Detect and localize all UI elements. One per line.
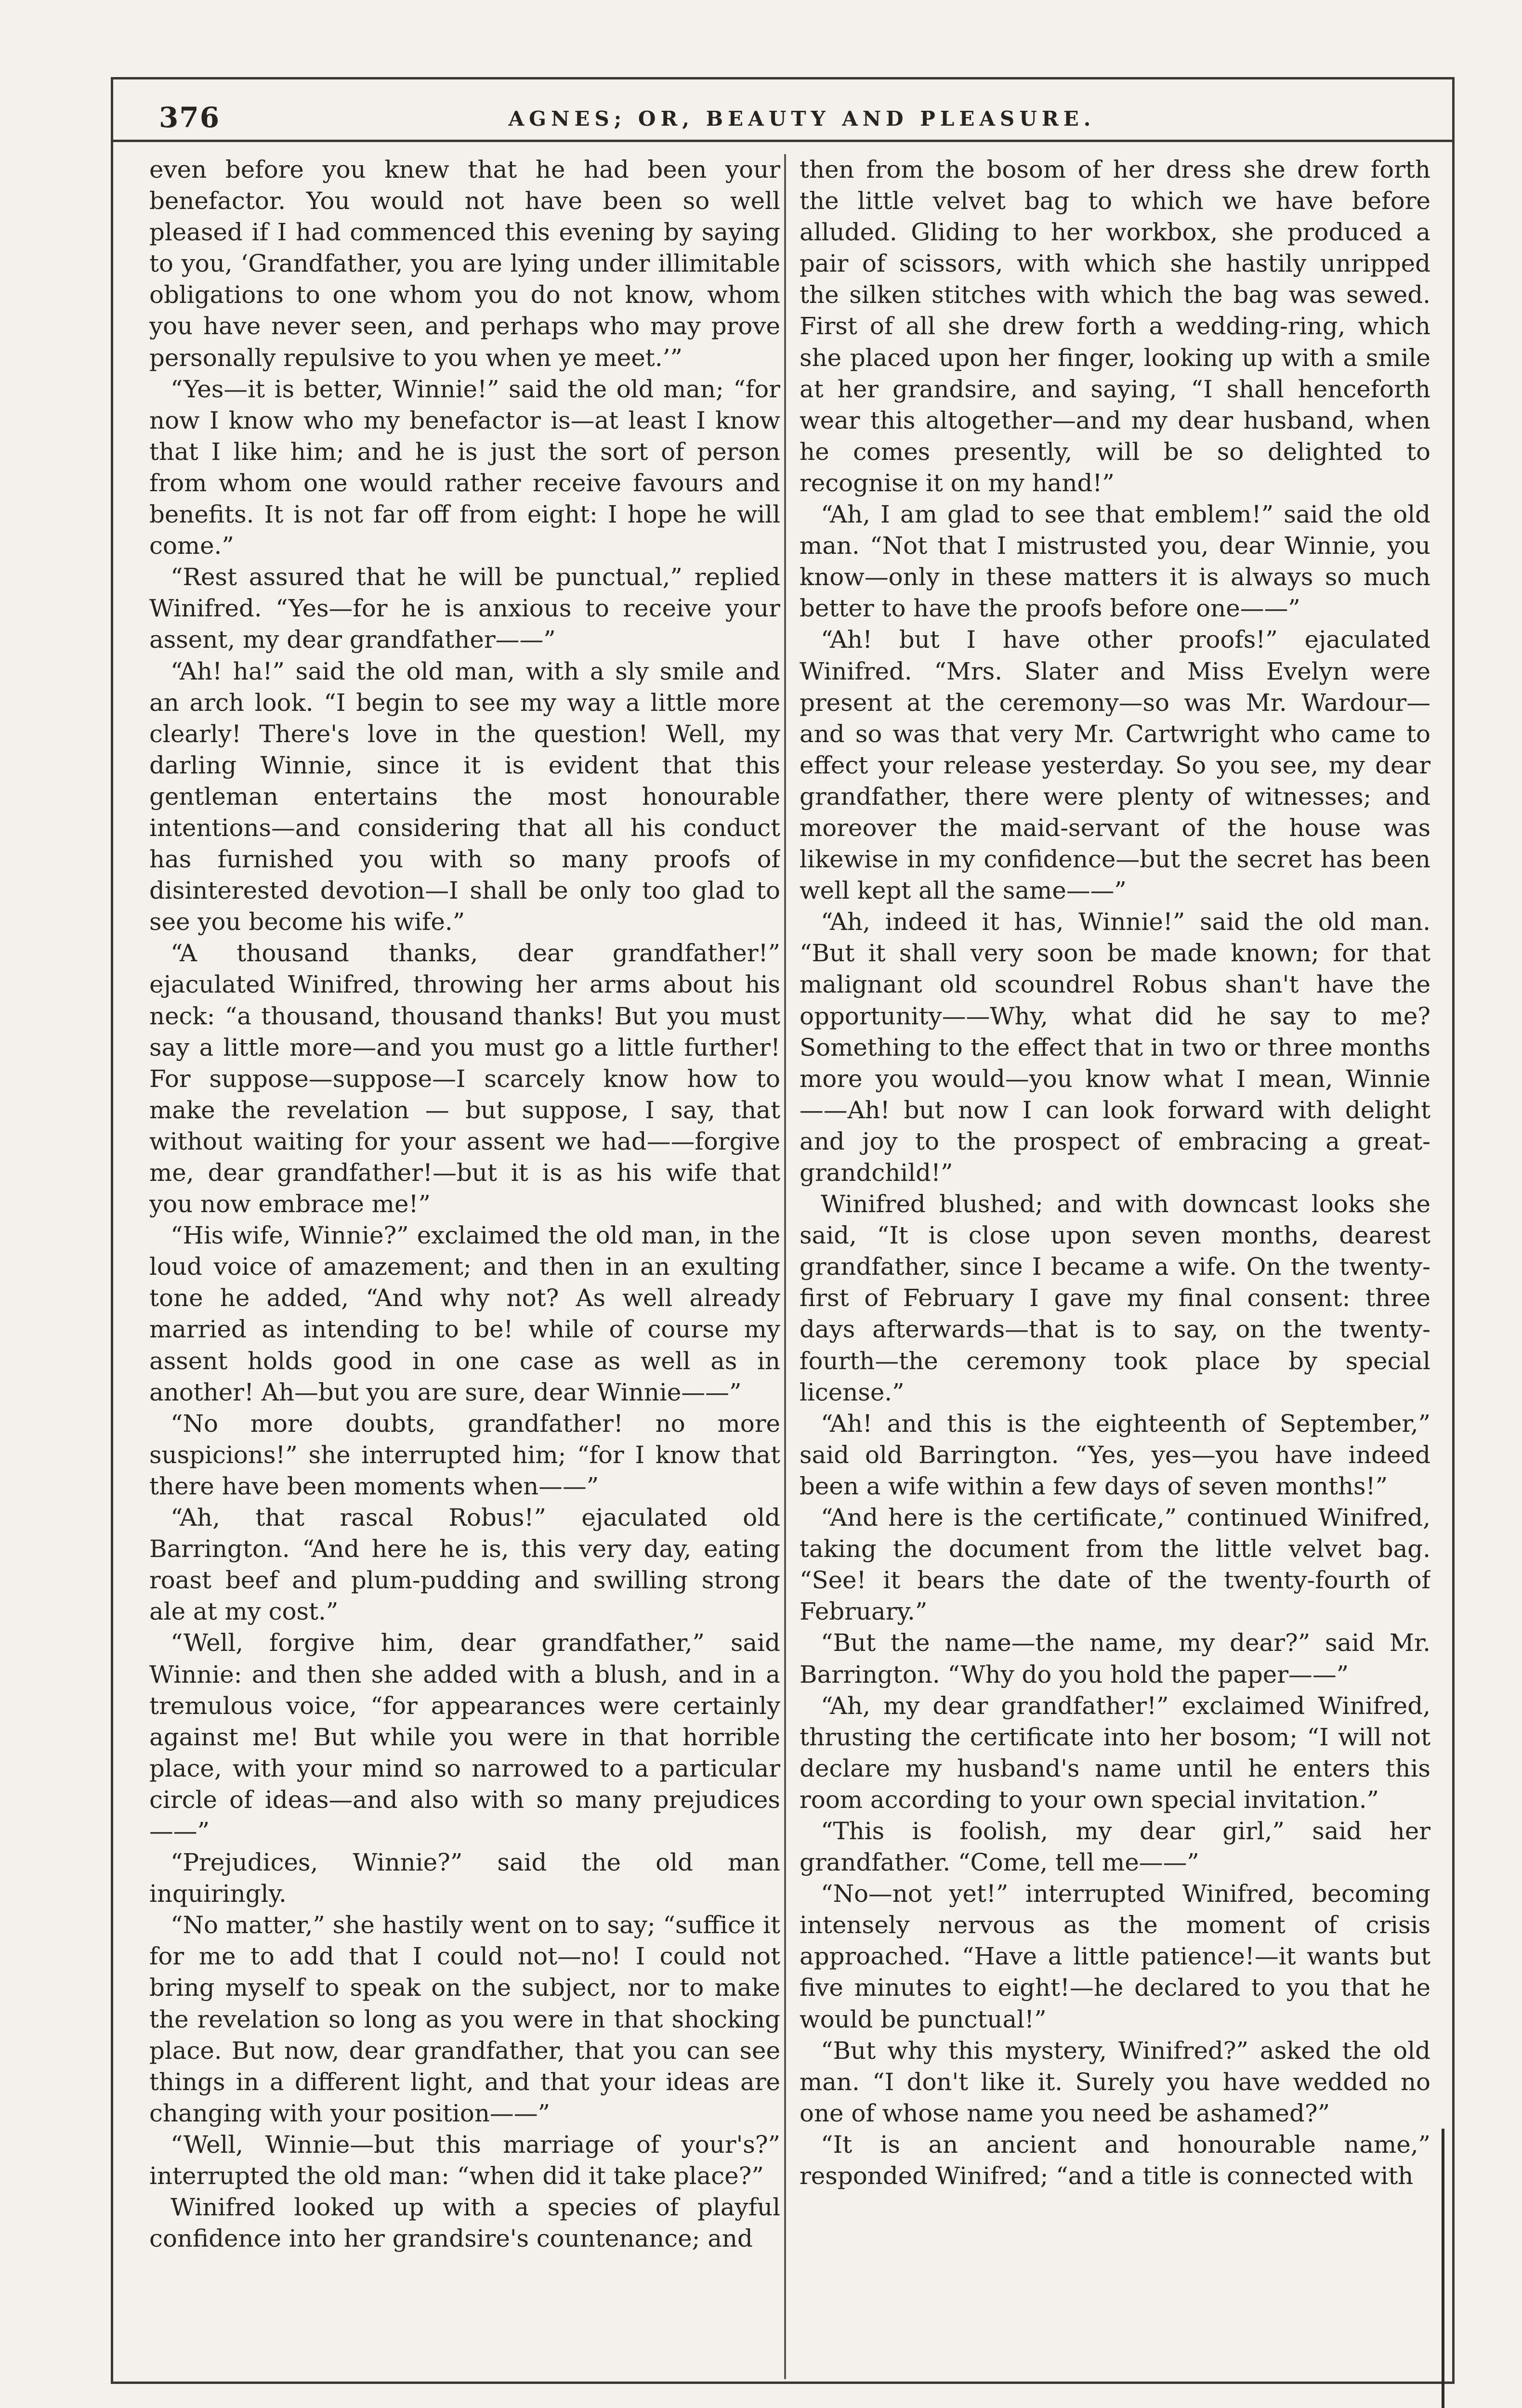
paragraph: “It is an ancient and honourable name,” responded Winifred; “and a title is connected with (800, 2130, 1430, 2190)
left-column (149, 154, 780, 2374)
paragraph: “Well, forgive him, dear grandfather,” said Winnie: and then she added with a blush, and in a tremulous voice, “for appearances were certainly against me! But while you were in that horrible place, with your mind so narrowed to a particular circle of ideas—and also with so many prejudices——” (149, 1629, 780, 1845)
paragraph: “No matter,” she hastily went on to say; “suffice it for me to add that I could not—no! I could not bring myself to speak on the subject, nor to make the revelation so long as you were in that shocking place. But now, dear grandfather, that you can see things in a different light, and that your ideas are changing with your position——” (149, 1911, 780, 2127)
paragraph: “Ah, that rascal Robus!” ejaculated old Barrington. “And here he is, this very day, eating roast beef and plum-pudding and swilling strong ale at my cost.” (149, 1504, 780, 1626)
page-number: 376 (159, 101, 221, 134)
running-title: AGNES; OR, BEAUTY AND PLEASURE. (508, 107, 1096, 131)
right-column (800, 154, 1430, 2374)
header-rule (111, 140, 1455, 142)
paragraph: “Ah! but I have other proofs!” ejaculated Winifred. “Mrs. Slater and Miss Evelyn were present at the ceremony—so was Mr. Wardour—and so was that very Mr. Cartwright who came to effect your release yesterday. So you see, my dear grandfather, there were plenty of witnesses; and moreover the maid-servant of the house was likewise in my confidence—but the secret has been well kept all the same——” (800, 626, 1430, 905)
paragraph: Winifred looked up with a species of playful confidence into her grandsire's countenance; and (149, 2193, 780, 2253)
paragraph: “A thousand thanks, dear grandfather!” ejaculated Winifred, throwing her arms about his neck: “a thousand, thousand thanks! But you must say a little more—and you must go a little further! For suppose—suppose—I scarcely know how to make the revelation — but suppose, I say, that without waiting for your assent we had——forgive me, dear grandfather!—but it is as his wife that you now embrace me!” (149, 939, 780, 1218)
paragraph: “Yes—it is better, Winnie!” said the old man; “for now I know who my benefactor is—at least I know that I like him; and he is just the sort of person from whom one would rather receive favours and benefits. It is not far off from eight: I hope he will come.” (149, 375, 780, 560)
paragraph: even before you knew that he had been your benefactor. You would not have been so well pleased if I had commenced this evening by saying to you, ‘Grandfather, you are lying under illimitable obligations to one whom you do not know, whom you have never seen, and perhaps who may prove personally repulsive to you when ye meet.’” (149, 156, 780, 372)
paragraph: “Well, Winnie—but this marriage of your's?” interrupted the old man: “when did it take place?” (149, 2130, 780, 2190)
paragraph: “Rest assured that he will be punctual,” replied Winifred. “Yes—for he is anxious to receive your assent, my dear grandfather——” (149, 563, 780, 654)
paragraph: “Ah! and this is the eighteenth of September,” said old Barrington. “Yes, yes—you have indeed been a wife within a few days of seven months!” (800, 1409, 1430, 1500)
column-divider (784, 154, 786, 2379)
paragraph: “And here is the certificate,” continued Winifred, taking the document from the little velvet bag. “See! it bears the date of the twenty-fourth of February.” (800, 1504, 1430, 1626)
paragraph: “But the name—the name, my dear?” said Mr. Barrington. “Why do you hold the paper——” (800, 1629, 1430, 1688)
paragraph: “Ah, indeed it has, Winnie!” said the old man. “But it shall very soon be made known; for that malignant old scoundrel Robus shan't have the opportunity——Why, what did he say to me? Something to the effect that in two or three months more you would—you know what I mean, Winnie——Ah! but now I can look forward with delight and joy to the prospect of embracing a great-grandchild!” (800, 908, 1430, 1187)
paragraph: “This is foolish, my dear girl,” said her grandfather. “Come, tell me——” (800, 1817, 1430, 1877)
paragraph: “No—not yet!” interrupted Winifred, becoming intensely nervous as the moment of crisis approached. “Have a little patience!—it wants but five minutes to eight!—he declared to you that he would be punctual!” (800, 1880, 1430, 2033)
paragraph: “Ah, I am glad to see that emblem!” said the old man. “Not that I mistrusted you, dear Winnie, you know—only in these matters it is always so much better to have the proofs before one——” (800, 500, 1430, 623)
paragraph: Winifred blushed; and with downcast looks she said, “It is close upon seven months, dearest grandfather, since I became a wife. On the twenty-first of February I gave my final consent: three days afterwards—that is to say, on the twenty-fourth—the ceremony took place by special license.” (800, 1190, 1430, 1406)
paragraph: “His wife, Winnie?” exclaimed the old man, in the loud voice of amazement; and then in an exulting tone he added, “And why not? As well already married as intending to be! while of course my assent holds good in one case as well as in another! Ah—but you are sure, dear Winnie——” (149, 1221, 780, 1406)
paragraph: “Ah! ha!” said the old man, with a sly smile and an arch look. “I begin to see my way a little more clearly! There's love in the question! Well, my darling Winnie, since it is evident that this gentleman entertains the most honourable intentions—and considering that all his conduct has furnished you with so many proofs of disinterested devotion—I shall be only too glad to see you become his wife.” (149, 657, 780, 936)
paragraph: “Ah, my dear grandfather!” exclaimed Winifred, thrusting the certificate into her bosom; “I will not declare my husband's name until he enters this room according to your own special invitation.” (800, 1691, 1430, 1814)
right-margin-rule (1442, 2129, 1444, 2408)
paragraph: “Prejudices, Winnie?” said the old man inquiringly. (149, 1848, 780, 1908)
paragraph: then from the bosom of her dress she drew forth the little velvet bag to which we have before alluded. Gliding to her workbox, she produced a pair of scissors, with which she hastily unripped the silken stitches with which the bag was sewed. First of all she drew forth a wedding-ring, which she placed upon her finger, looking up with a smile at her grandsire, and saying, “I shall henceforth wear this altogether—and my dear husband, when he comes presently, will be so delighted to recognise it on my hand!” (800, 156, 1430, 497)
paragraph: “But why this mystery, Winifred?” asked the old man. “I don't like it. Surely you have wedded no one of whose name you need be ashamed?” (800, 2036, 1430, 2127)
paragraph: “No more doubts, grandfather! no more suspicions!” she interrupted him; “for I know that there have been moments when——” (149, 1409, 780, 1500)
